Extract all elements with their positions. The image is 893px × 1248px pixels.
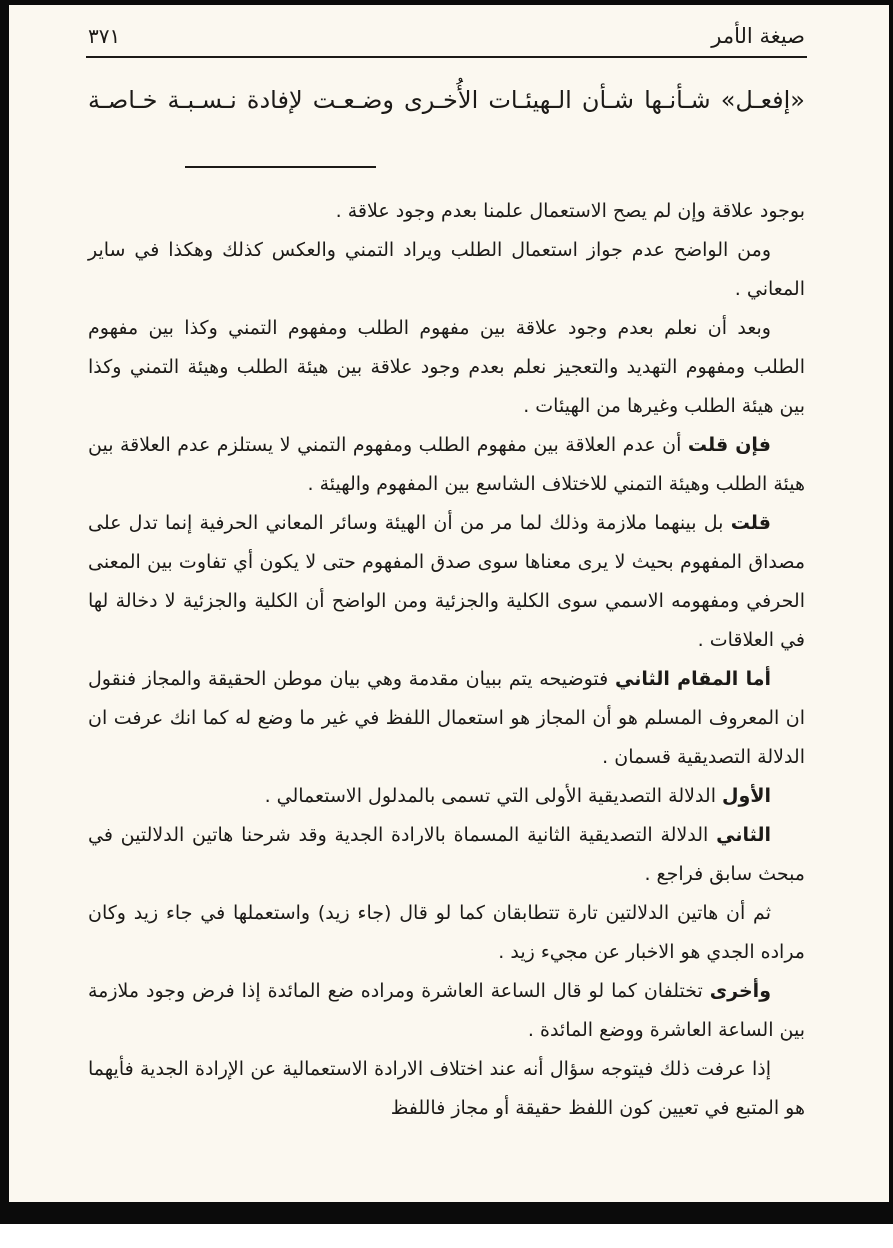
footnote-paragraph — [88, 1050, 805, 1128]
footnote-block — [88, 192, 805, 1128]
paragraph-text: وبعد أن نعلم بعدم وجود علاقة بين مفهوم الطلب ومفهوم التمني وكذا بين مفهوم الطلب ومفهوم التهديد والتعجيز نعلم بعدم وجود علاقة بين هيئة الطلب وهيئة التمني وكذا بين هيئة الطلب وغيرها من الهيئات . — [88, 317, 805, 417]
footnote-separator — [185, 166, 376, 168]
paragraph-text: تختلفان كما لو قال الساعة العاشرة ومراده ضع المائدة إذا فرض وجود ملازمة بين الساعة العاشرة ووضع المائدة . — [88, 980, 805, 1041]
paragraph-text: بوجود علاقة وإن لم يصح الاستعمال علمنا بعدم وجود علاقة . — [335, 200, 805, 222]
paragraph-lead: فإن قلت — [687, 434, 771, 456]
footnote-paragraph — [88, 894, 805, 972]
paragraph-text: ثم أن هاتين الدلالتين تارة تتطابقان كما لو قال (جاء زيد) واستعملها في جاء زيد وكان مراده الجدي هو الاخبار عن مجيء زيد . — [88, 902, 805, 963]
footnote-paragraph — [88, 426, 805, 504]
footnote-paragraph — [88, 309, 805, 426]
paragraph-text: الدلالة التصديقية الثانية المسماة بالارادة الجدية وقد شرحنا هاتين الدلالتين في مبحث سابق فراجع . — [88, 824, 805, 885]
running-title: صيغة الأمر — [711, 24, 805, 48]
scanner-margin — [0, 1224, 893, 1248]
paragraph-lead: قلت — [730, 512, 771, 534]
paragraph-text: فتوضيحه يتم ببيان مقدمة وهي بيان موطن الحقيقة والمجاز فنقول ان المعروف المسلم هو أن المجاز هو استعمال اللفظ في غير ما وضع له كما انك عرفت ان الدلالة التصديقية قسمان . — [88, 668, 805, 768]
paragraph-text: الدلالة التصديقية الأولى التي تسمى بالمدلول الاستعمالي . — [264, 785, 716, 807]
footnote-paragraph — [88, 816, 805, 894]
page-header — [88, 24, 805, 48]
scan-edge-left — [0, 0, 9, 1224]
scan-edge-bottom — [0, 1202, 893, 1224]
main-text-line: «إفعـل» شـأنـها شـأن الـهيئـات الأُخـرى وضـعـت لإفادة نـسـبـة خـاصـة — [88, 86, 805, 114]
paragraph-text: إذا عرفت ذلك فيتوجه سؤال أنه عند اختلاف الارادة الاستعمالية عن الإرادة الجدية فأيهما هو المتبع في تعيين كون اللفظ حقيقة أو مجاز فاللفظ — [88, 1058, 805, 1119]
footnote-paragraph — [88, 504, 805, 660]
footnote-paragraph — [88, 660, 805, 777]
footnote-paragraph — [88, 231, 805, 309]
paragraph-lead: الثاني — [716, 824, 771, 846]
footnote-paragraph — [88, 192, 805, 231]
page-number: ٣٧١ — [88, 24, 121, 48]
paragraph-lead: الأول — [722, 785, 771, 807]
scan-edge-right — [889, 0, 893, 1224]
paragraph-lead: أما المقام الثاني — [614, 668, 772, 690]
header-rule — [86, 56, 807, 58]
scan-edge-top — [0, 0, 893, 5]
footnote-paragraph — [88, 972, 805, 1050]
paragraph-text: بل بينهما ملازمة وذلك لما مر من أن الهيئة وسائر المعاني الحرفية إنما تدل على مصداق المفهوم بحيث لا يرى معناها سوى صدق المفهوم حتى لا يكون أي تفاوت بين المعنى الحرفي ومفهومه الاسمي سوى الكلية والجزئية ومن الواضح أن الكلية والجزئية لا دخالة لها في العلاقات . — [88, 512, 805, 651]
paragraph-text: أن عدم العلاقة بين مفهوم الطلب ومفهوم التمني لا يستلزم عدم العلاقة بين هيئة الطلب وهيئة التمني للاختلاف الشاسع بين المفهوم والهيئة . — [88, 434, 805, 495]
paragraph-text: ومن الواضح عدم جواز استعمال الطلب ويراد التمني والعكس كذلك وهكذا في ساير المعاني . — [88, 239, 805, 300]
paragraph-lead: وأخرى — [709, 980, 771, 1002]
footnote-paragraph — [88, 777, 805, 816]
